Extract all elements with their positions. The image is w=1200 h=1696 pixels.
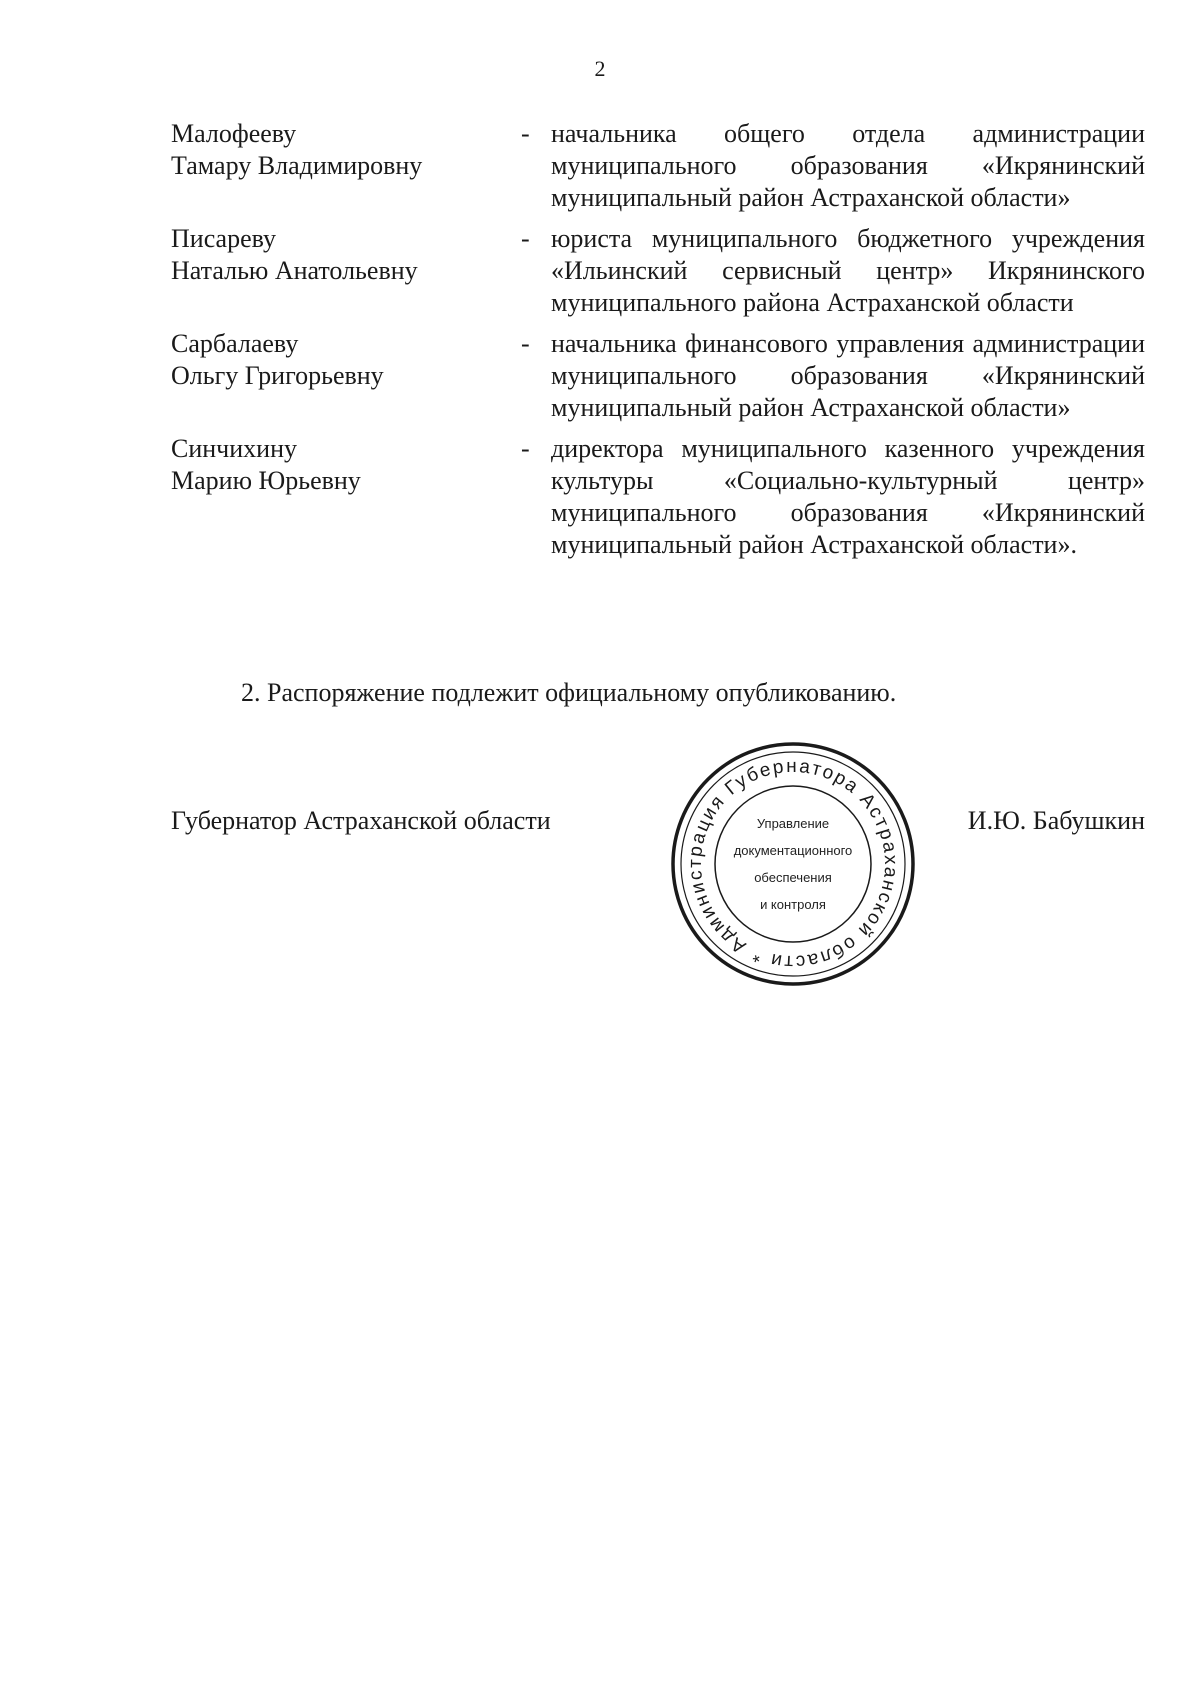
member-given-name: Тамару Владимировну [171, 151, 423, 180]
member-dash: - [521, 329, 530, 358]
member-given-name: Наталью Анатольевну [171, 256, 418, 285]
member-surname: Сарбалаеву [171, 329, 299, 358]
member-position: начальника финансового управления администрации муниципального образования «Икрянинский муниципальный район Астраханской области» [551, 329, 1145, 422]
member-position: директора муниципального казенного учреждения культуры «Социально-культурный центр» муниципального образования «Икрянинский муниципальный район Астраханской области». [551, 434, 1145, 559]
member-dash: - [521, 224, 530, 253]
member-name [171, 118, 521, 182]
member-name [171, 433, 521, 497]
official-seal [671, 742, 915, 986]
signer-name: И.Ю. Бабушкин [967, 806, 1145, 835]
seal-inner-text [671, 742, 915, 986]
member-position: начальника общего отдела администрации муниципального образования «Икрянинский муниципальный район Астраханской области» [551, 119, 1145, 212]
member-name [171, 328, 521, 392]
member-row [171, 223, 1145, 319]
seal-inner-line: документационного [733, 843, 853, 858]
member-given-name: Ольгу Григорьевну [171, 361, 384, 390]
member-row [171, 328, 1145, 424]
seal-ring-textpath: Администрация Губернатора Астраханской области * [684, 755, 902, 973]
member-row [171, 433, 1145, 561]
member-dash: - [521, 119, 530, 148]
member-given-name: Марию Юрьевну [171, 466, 361, 495]
member-surname: Писареву [171, 224, 277, 253]
member-surname: Малофееву [171, 119, 297, 148]
seal-inner-line: Управление [756, 816, 830, 831]
seal-inner-line: обеспечения [754, 870, 832, 885]
page-number: 2 [594, 56, 606, 81]
member-list [171, 118, 1145, 570]
member-surname: Синчихину [171, 434, 297, 463]
member-row [171, 118, 1145, 214]
signer-title: Губернатор Астраханской области [171, 806, 551, 835]
seal-inner-line: и контроля [760, 897, 826, 912]
member-position: юриста муниципального бюджетного учреждения «Ильинский сервисный центр» Икрянинского муниципального района Астраханской области [551, 224, 1145, 317]
publication-clause: 2. Распоряжение подлежит официальному опубликованию. [241, 678, 897, 707]
member-name [171, 223, 521, 287]
member-dash: - [521, 434, 530, 463]
